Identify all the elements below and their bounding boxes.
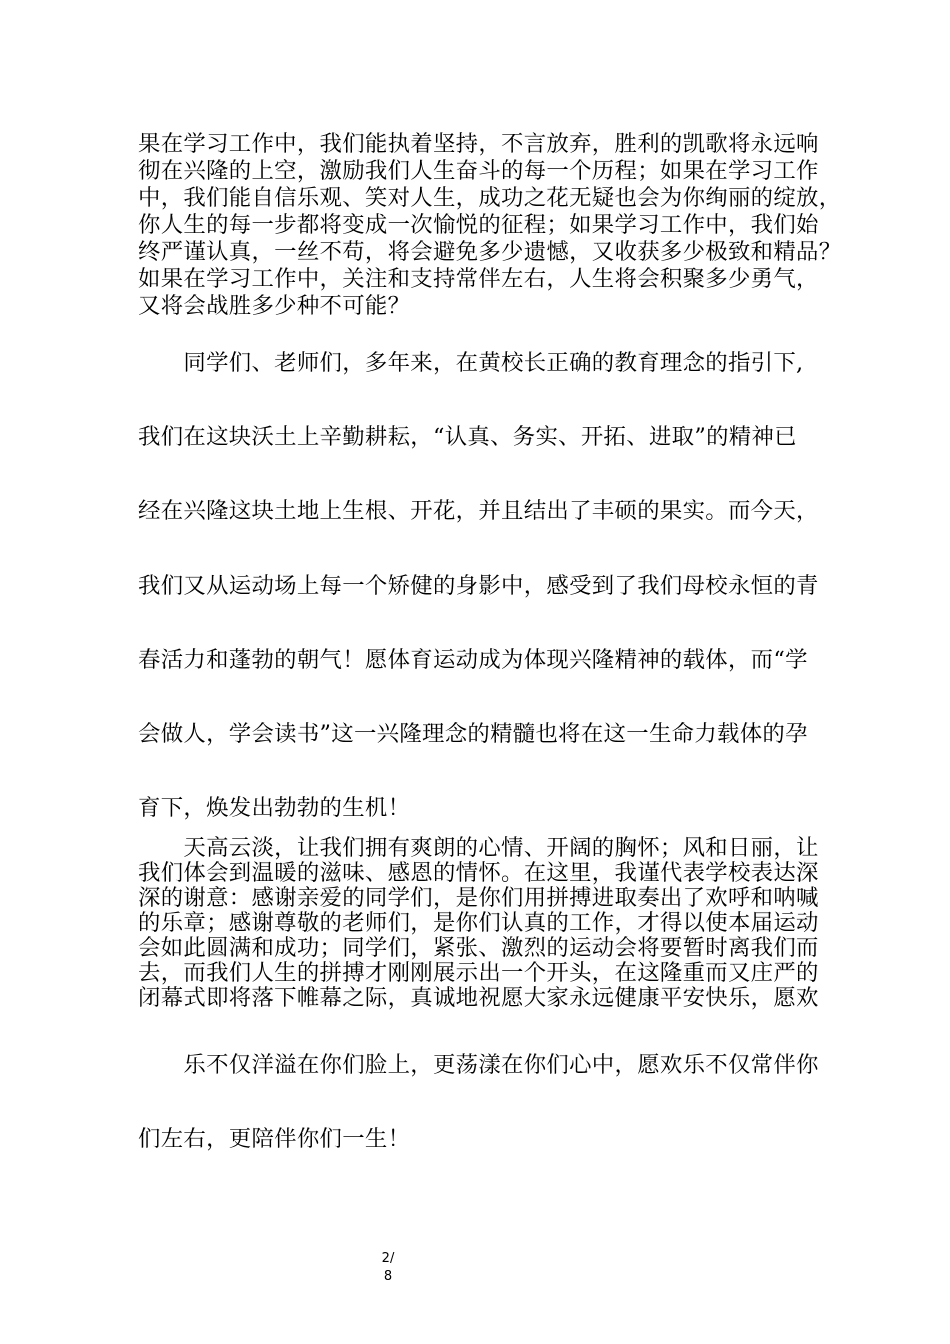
paragraph-2-line-1: 同学们、老师们，多年来，在黄校长正确的教育理念的指引下,	[138, 350, 804, 376]
page-total: 8	[383, 1269, 393, 1284]
paragraph-3-line-2: 我们体会到温暖的滋味、感恩的情怀。在这里，我谨代表学校表达深	[138, 860, 819, 886]
paragraph-1-line-4: 你人生的每一步都将变成一次愉悦的征程；如果学习工作中，我们始	[138, 212, 819, 238]
paragraph-2-line-3: 经在兴隆这块土地上生根、开花，并且结出了丰硕的果实。而今天，	[138, 498, 819, 524]
paragraph-3-line-6: 去，而我们人生的拼搏才刚刚展示出一个开头，在这隆重而又庄严的	[138, 960, 819, 986]
paragraph-1-line-5: 终严谨认真，一丝不苟，将会避免多少遗憾，又收获多少极致和精品？	[138, 239, 842, 265]
paragraph-3-line-4: 的乐章；感谢尊敬的老师们，是你们认真的工作，才得以使本届运动	[138, 910, 819, 936]
paragraph-4-line-1: 乐不仅洋溢在你们脸上，更荡漾在你们心中，愿欢乐不仅常伴你	[138, 1052, 819, 1078]
paragraph-1-line-6: 如果在学习工作中，关注和支持常伴左右，人生将会积聚多少勇气，	[138, 266, 819, 292]
paragraph-1-line-2: 彻在兴隆的上空，激励我们人生奋斗的每一个历程；如果在学习工作	[138, 158, 819, 184]
paragraph-3-line-3: 深的谢意：感谢亲爱的同学们，是你们用拼搏进取奏出了欢呼和呐喊	[138, 885, 819, 911]
paragraph-3-line-7: 闭幕式即将落下帷幕之际，真诚地祝愿大家永远健康平安快乐，愿欢	[138, 985, 819, 1011]
paragraph-3-line-5: 会如此圆满和成功；同学们，紧张、激烈的运动会将要暂时离我们而	[138, 935, 819, 961]
paragraph-1-line-3: 中，我们能自信乐观、笑对人生，成功之花无疑也会为你绚丽的绽放，	[138, 185, 842, 211]
paragraph-2-line-7: 育下，焕发出勃勃的生机！	[138, 795, 411, 821]
paragraph-3-line-1: 天高云淡，让我们拥有爽朗的心情、开阔的胸怀；风和日丽，让	[138, 835, 819, 861]
paragraph-1-line-1: 果在学习工作中，我们能执着坚持，不言放弃，胜利的凯歌将永远响	[138, 131, 819, 157]
paragraph-4-line-2: 们左右，更陪伴你们一生！	[138, 1126, 411, 1152]
paragraph-2-line-6: 会做人，学会读书”这一兴隆理念的精髓也将在这一生命力载体的孕	[138, 721, 808, 747]
paragraph-1-line-7: 又将会战胜多少种不可能？	[138, 293, 411, 319]
paragraph-2-line-4: 我们又从运动场上每一个矫健的身影中，感受到了我们母校永恒的青	[138, 573, 819, 599]
paragraph-2-line-5: 春活力和蓬勃的朝气！愿体育运动成为体现兴隆精神的载体，而“学	[138, 647, 808, 673]
paragraph-2-line-2: 我们在这块沃土上辛勤耕耘，“认真、务实、开拓、进取”的精神已	[138, 424, 797, 450]
page-number: 2/	[381, 1251, 395, 1266]
